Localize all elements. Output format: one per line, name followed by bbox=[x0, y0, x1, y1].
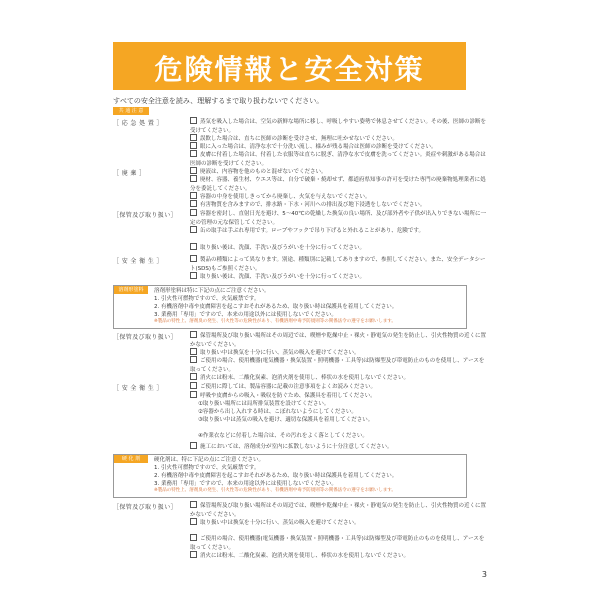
list-item: 取り扱い後は、洗顔、手洗い及びうがいを十分に行ってください。 bbox=[190, 243, 487, 253]
list-item: 廃材、容器、養生材、ウエス等は、自分で破棄・焼却せず、都道府県知事の許可を受けた専門の廃棄物処理業者に処分を委託してください。 bbox=[190, 177, 486, 192]
list-item: 缶の取手は手ぶれ専用です。ロープやフックで吊り下げると外れることがあり、危険です。 bbox=[190, 226, 487, 236]
list-item: 容器を密封し、直射日光を避け、5〜40℃の乾燥した換気の良い場所、及び部外者や子供が出入りできない場所に一定の管理の元な保管してください。 bbox=[190, 211, 486, 226]
box-line: 硬化剤は、特に下記の点にご注意ください。 bbox=[154, 457, 265, 463]
checkbox-icon bbox=[190, 200, 197, 207]
list-item: 消火には粉末、二酸化炭素、泡消火剤を使用し、棒状の水を使用しないでください。 bbox=[190, 373, 487, 383]
checkbox-icon bbox=[190, 373, 197, 380]
box-line: 1. 引火性可燃物ですので、火気厳禁です。 bbox=[154, 465, 260, 471]
list-item: 皮膚に付着した場合は、付着した衣服等は直ちに脱ぎ、清浄な水で皮膚を洗ってください。炎症や刺激がある場合は医師の診断を受けてください。 bbox=[190, 152, 486, 167]
list-item: 廃液は、内容物を他のものと混ぜないでください。 bbox=[190, 167, 487, 177]
list-item: 取り扱い中は換気を十分に行い、蒸気の吸入を避けてください。 bbox=[190, 348, 487, 358]
box-label-hardener: 硬 化 剤 bbox=[114, 455, 148, 463]
list-item: 取り扱い後は、洗顔、手洗い及びうがいを十分に行ってください。 bbox=[190, 272, 487, 282]
checkbox-icon bbox=[190, 331, 197, 338]
checkbox-icon bbox=[190, 356, 197, 363]
checkbox-icon bbox=[190, 442, 197, 449]
category-storage-3: ［保管及び取り扱い］ bbox=[113, 504, 178, 511]
box-line: 2. 有機溶剤中毒や皮膚障害を起こすおそれがあるため、取り扱い時は保護具を着用してください。 bbox=[154, 304, 398, 310]
list-item: 呼吸や皮膚からの吸入・吸収を防ぐため、保護具を着用してください。 bbox=[190, 391, 487, 401]
hardener-box bbox=[113, 454, 467, 498]
category-storage-2: ［保管及び取り扱い］ bbox=[113, 334, 178, 341]
list-item: 有害物質を含みますので、排水路・下水・河川への排出及び地下浸透をしないでください。 bbox=[190, 200, 487, 210]
box-label-solvent: 溶剤形塗料 bbox=[114, 286, 148, 294]
list-item: 製品の種類によって異なります。別途、種類別に記載してありますので、参照してください。また、安全データシート(SDS)もご参照ください。 bbox=[190, 257, 486, 272]
list-item: 保管場所及び取り扱い場所はその周辺では、喫煙や乾燥中止・裸火・静電気の発生を防止し、引火性物質の近くに置かないでください。 bbox=[190, 333, 487, 348]
section-label-common: 共 通 注 意 bbox=[113, 107, 149, 115]
checkbox-icon bbox=[190, 134, 197, 141]
checkbox-icon bbox=[190, 226, 197, 233]
checkbox-icon bbox=[190, 518, 197, 525]
checkbox-icon bbox=[190, 209, 197, 216]
list-item: ③取り扱い中は蒸気の吸入を避け、適切な保護具を着用してください。 bbox=[198, 417, 374, 423]
box-line: 3. 業務用「専用」ですので、本来の用途以外には使用しないでください。 bbox=[154, 481, 337, 487]
category-storage: ［保管及び取り扱い］ bbox=[113, 212, 178, 219]
list-item: ④作業衣などに付着した場合は、その汚れをよく落としてください。 bbox=[198, 433, 368, 439]
box-line: 1. 引火性可燃物ですので、火気厳禁です。 bbox=[154, 296, 260, 302]
page-title: 危険情報と安全対策 bbox=[154, 53, 425, 86]
list-item: 誤飲した場合は、直ちに医師の診断を受けさせ、無理に吐かせないでください。 bbox=[190, 134, 487, 144]
box-line: 2. 有機溶剤中毒や皮膚障害を起こすおそれがあるため、取り扱い時は保護具を着用してください。 bbox=[154, 473, 398, 479]
solvent-paint-box bbox=[113, 285, 467, 329]
checkbox-icon bbox=[190, 551, 197, 558]
checkbox-icon bbox=[190, 142, 197, 149]
list-item: 取り扱い中は換気を十分に行い、蒸気の吸入を避けてください。 bbox=[190, 518, 487, 528]
page-number: 3 bbox=[481, 570, 487, 579]
checkbox-icon bbox=[190, 167, 197, 174]
checkbox-icon bbox=[190, 272, 197, 279]
list-item: 消火には粉末、二酸化炭素、泡消火剤を使用し、棒状の水を使用しないでください。 bbox=[190, 551, 487, 561]
category-first-aid: ［ 応 急 処 置 ］ bbox=[113, 120, 163, 127]
box-note: ※製品の特性上、溶剤臭の発生、引火性等の危険性があり、有機溶剤中毒予防規則等の関係法令の遵守をお願いします。 bbox=[154, 488, 396, 493]
list-item: ご使用に際しては、製品容器に記載の注意事項をよくお読みください。 bbox=[190, 382, 487, 392]
list-item: 蒸気を吸入した場合は、空気の新鮮な場所に移し、呼吸しやすい姿勢で休息させてください。その後、医師の診断を受けてください。 bbox=[190, 119, 487, 134]
box-note: ※製品の特性上、溶剤臭の発生、引火性等の危険性があり、有機溶剤中毒予防規則等の関係法令の遵守をお願いします。 bbox=[154, 319, 396, 324]
checkbox-icon bbox=[190, 391, 197, 398]
checkbox-icon bbox=[190, 382, 197, 389]
intro-text: すべての安全注意を読み、理解するまで取り扱わないでください。 bbox=[113, 97, 324, 105]
category-safety-2: ［ 安 全 衛 生 ］ bbox=[113, 385, 163, 392]
list-item: 容器の中身を使用しきってから廃棄し、火気を与えないでください。 bbox=[190, 192, 487, 202]
title-banner bbox=[113, 42, 466, 90]
checkbox-icon bbox=[190, 243, 197, 250]
checkbox-icon bbox=[190, 501, 197, 508]
category-disposal: ［ 廃 棄 ］ bbox=[113, 170, 146, 177]
list-item: ご使用の場合、使用機器(電気機器・換気装置・照明機器・工具等)は防爆型及び帯電防止のものを使用し、アースを取ってください。 bbox=[190, 536, 485, 551]
list-item: ②容器から出し入れする時は、こぼれないようにしてください。 bbox=[198, 409, 357, 415]
list-item: 保管場所及び取り扱い場所はその周辺では、喫煙や乾燥中止・裸火・静電気の発生を防止し、引火性物質の近くに置かないでください。 bbox=[190, 503, 487, 518]
checkbox-icon bbox=[190, 175, 197, 182]
checkbox-icon bbox=[190, 150, 197, 157]
category-safety: ［ 安 全 衛 生 ］ bbox=[113, 258, 163, 265]
checkbox-icon bbox=[190, 117, 197, 124]
box-line: 3. 業務用「専用」ですので、本来の用途以外には使用しないでください。 bbox=[154, 312, 337, 318]
list-item: 施工においては、溶剤成分が室内に拡散しないように十分注意してください。 bbox=[190, 442, 487, 452]
list-item: 眼に入った場合は、清浄な水で十分洗い流し、様みが残る場合は医師の診断を受けてください。 bbox=[190, 142, 487, 152]
checkbox-icon bbox=[190, 348, 197, 355]
list-item: ①取り扱い場所には局所排気装置を設けてください。 bbox=[198, 401, 330, 407]
box-line: 溶剤形塗料は特に下記の点にご注意ください。 bbox=[154, 288, 270, 294]
checkbox-icon bbox=[190, 192, 197, 199]
checkbox-icon bbox=[190, 534, 197, 541]
checkbox-icon bbox=[190, 255, 197, 262]
list-item: ご使用の場合、使用機器(電気機器・換気装置・照明機器・工具等)は防爆型及び帯電防止のものを使用し、アースを取ってください。 bbox=[190, 358, 485, 373]
